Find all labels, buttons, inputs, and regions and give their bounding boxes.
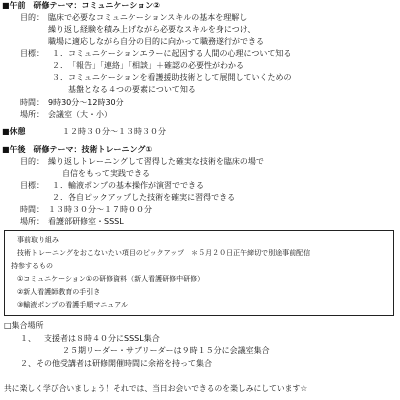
afternoon-heading: ■午後 研修テーマ：技術トレーニング①: [2, 145, 153, 154]
morning-heading: ■午前 研修テーマ：コミュニケーション②: [2, 1, 160, 10]
afternoon-goal-label: 目的：: [20, 157, 44, 166]
preparation-title: 事前取り組み: [17, 236, 59, 244]
morning-target-text: コミュニケーションを看護援助技術として展開していくための: [68, 73, 292, 82]
closing-message: 共に楽しく学び合いましょう！それでは、当日お会いできるのを楽しみにしています☆: [4, 384, 308, 393]
afternoon-time-value: １３時３０分～１７時００分: [48, 205, 152, 214]
gathering-item-number: ２、: [20, 359, 36, 368]
afternoon-place-label: 場所：: [20, 217, 44, 226]
morning-target-text: コミュニケーションエラーに起因する人間の心理について知る: [68, 49, 292, 58]
morning-time-value: 9時30分～12時30分: [48, 98, 124, 107]
gathering-item-number: １、: [20, 334, 36, 343]
gathering-item-text: ２５期リーダー・サブリーダーは９時１５分に会議室集合: [62, 346, 270, 355]
morning-target-number: ３．: [52, 73, 68, 82]
break-label: ■休憩: [2, 127, 26, 136]
morning-goal-line: 職場に適応しながら自分の目的に向かって職務遂行ができる: [48, 37, 264, 46]
bring-item: ②新人看護師教育の手引き: [17, 288, 101, 296]
afternoon-goal-line: 自信をもって実践できる: [62, 169, 150, 178]
gathering-item-text: 支援者は８時４０分にSSSL集合: [44, 334, 160, 343]
morning-place-label: 場所：: [20, 110, 44, 119]
preparation-box: [4, 230, 394, 316]
bring-item: ③輸液ポンプの看護手順マニュアル: [17, 301, 128, 309]
afternoon-target-text: 各自ピックアップした技術を確実に習得できる: [68, 193, 236, 202]
afternoon-time-label: 時間：: [20, 205, 44, 214]
morning-target-text: 基盤となる４つの要素について知る: [68, 85, 196, 94]
morning-goal-line: 臨床で必要なコミュニケーションスキルの基本を理解し: [48, 13, 248, 22]
afternoon-target-label: 目標：: [20, 181, 44, 190]
break-time: １２時３０分～１３時３０分: [62, 127, 166, 136]
morning-target-number: ２．: [52, 61, 68, 70]
morning-goal-line: 繰り返し経験を積み上げながら必要なスキルを身につけ、: [48, 25, 256, 34]
afternoon-target-number: １．: [52, 181, 68, 190]
gathering-title: □集合場所: [4, 321, 44, 330]
afternoon-target-text: 輸液ポンプの基本操作が演習でできる: [68, 181, 204, 190]
morning-goal-label: 目的：: [20, 13, 44, 22]
morning-time-label: 時間：: [20, 98, 44, 107]
morning-target-number: １．: [52, 49, 68, 58]
bring-items-title: 持参するもの: [11, 262, 53, 270]
afternoon-goal-line: 繰り返しトレーニングして習得した確実な技術を臨床の場で: [48, 157, 264, 166]
morning-target-label: 目標：: [20, 49, 44, 58]
preparation-item: 技術トレーニングをおこないたい項目のピックアップ ＊５月２０日正午締切で別途事前配信: [17, 249, 311, 257]
afternoon-target-number: ２．: [52, 193, 68, 202]
gathering-item-text: その他受講者は研修開催時間に余裕を持って集合: [36, 359, 212, 368]
morning-target-text: 「報告」「連絡」「相談」＋確認の必要性がわかる: [68, 61, 244, 70]
bring-item: ①コミュニケーション①の研修資料（新人看護研修中研修）: [17, 275, 205, 283]
afternoon-place-value: 看護部研修室・SSSL: [48, 217, 124, 226]
morning-place-value: 会議室（大・小）: [48, 110, 112, 119]
